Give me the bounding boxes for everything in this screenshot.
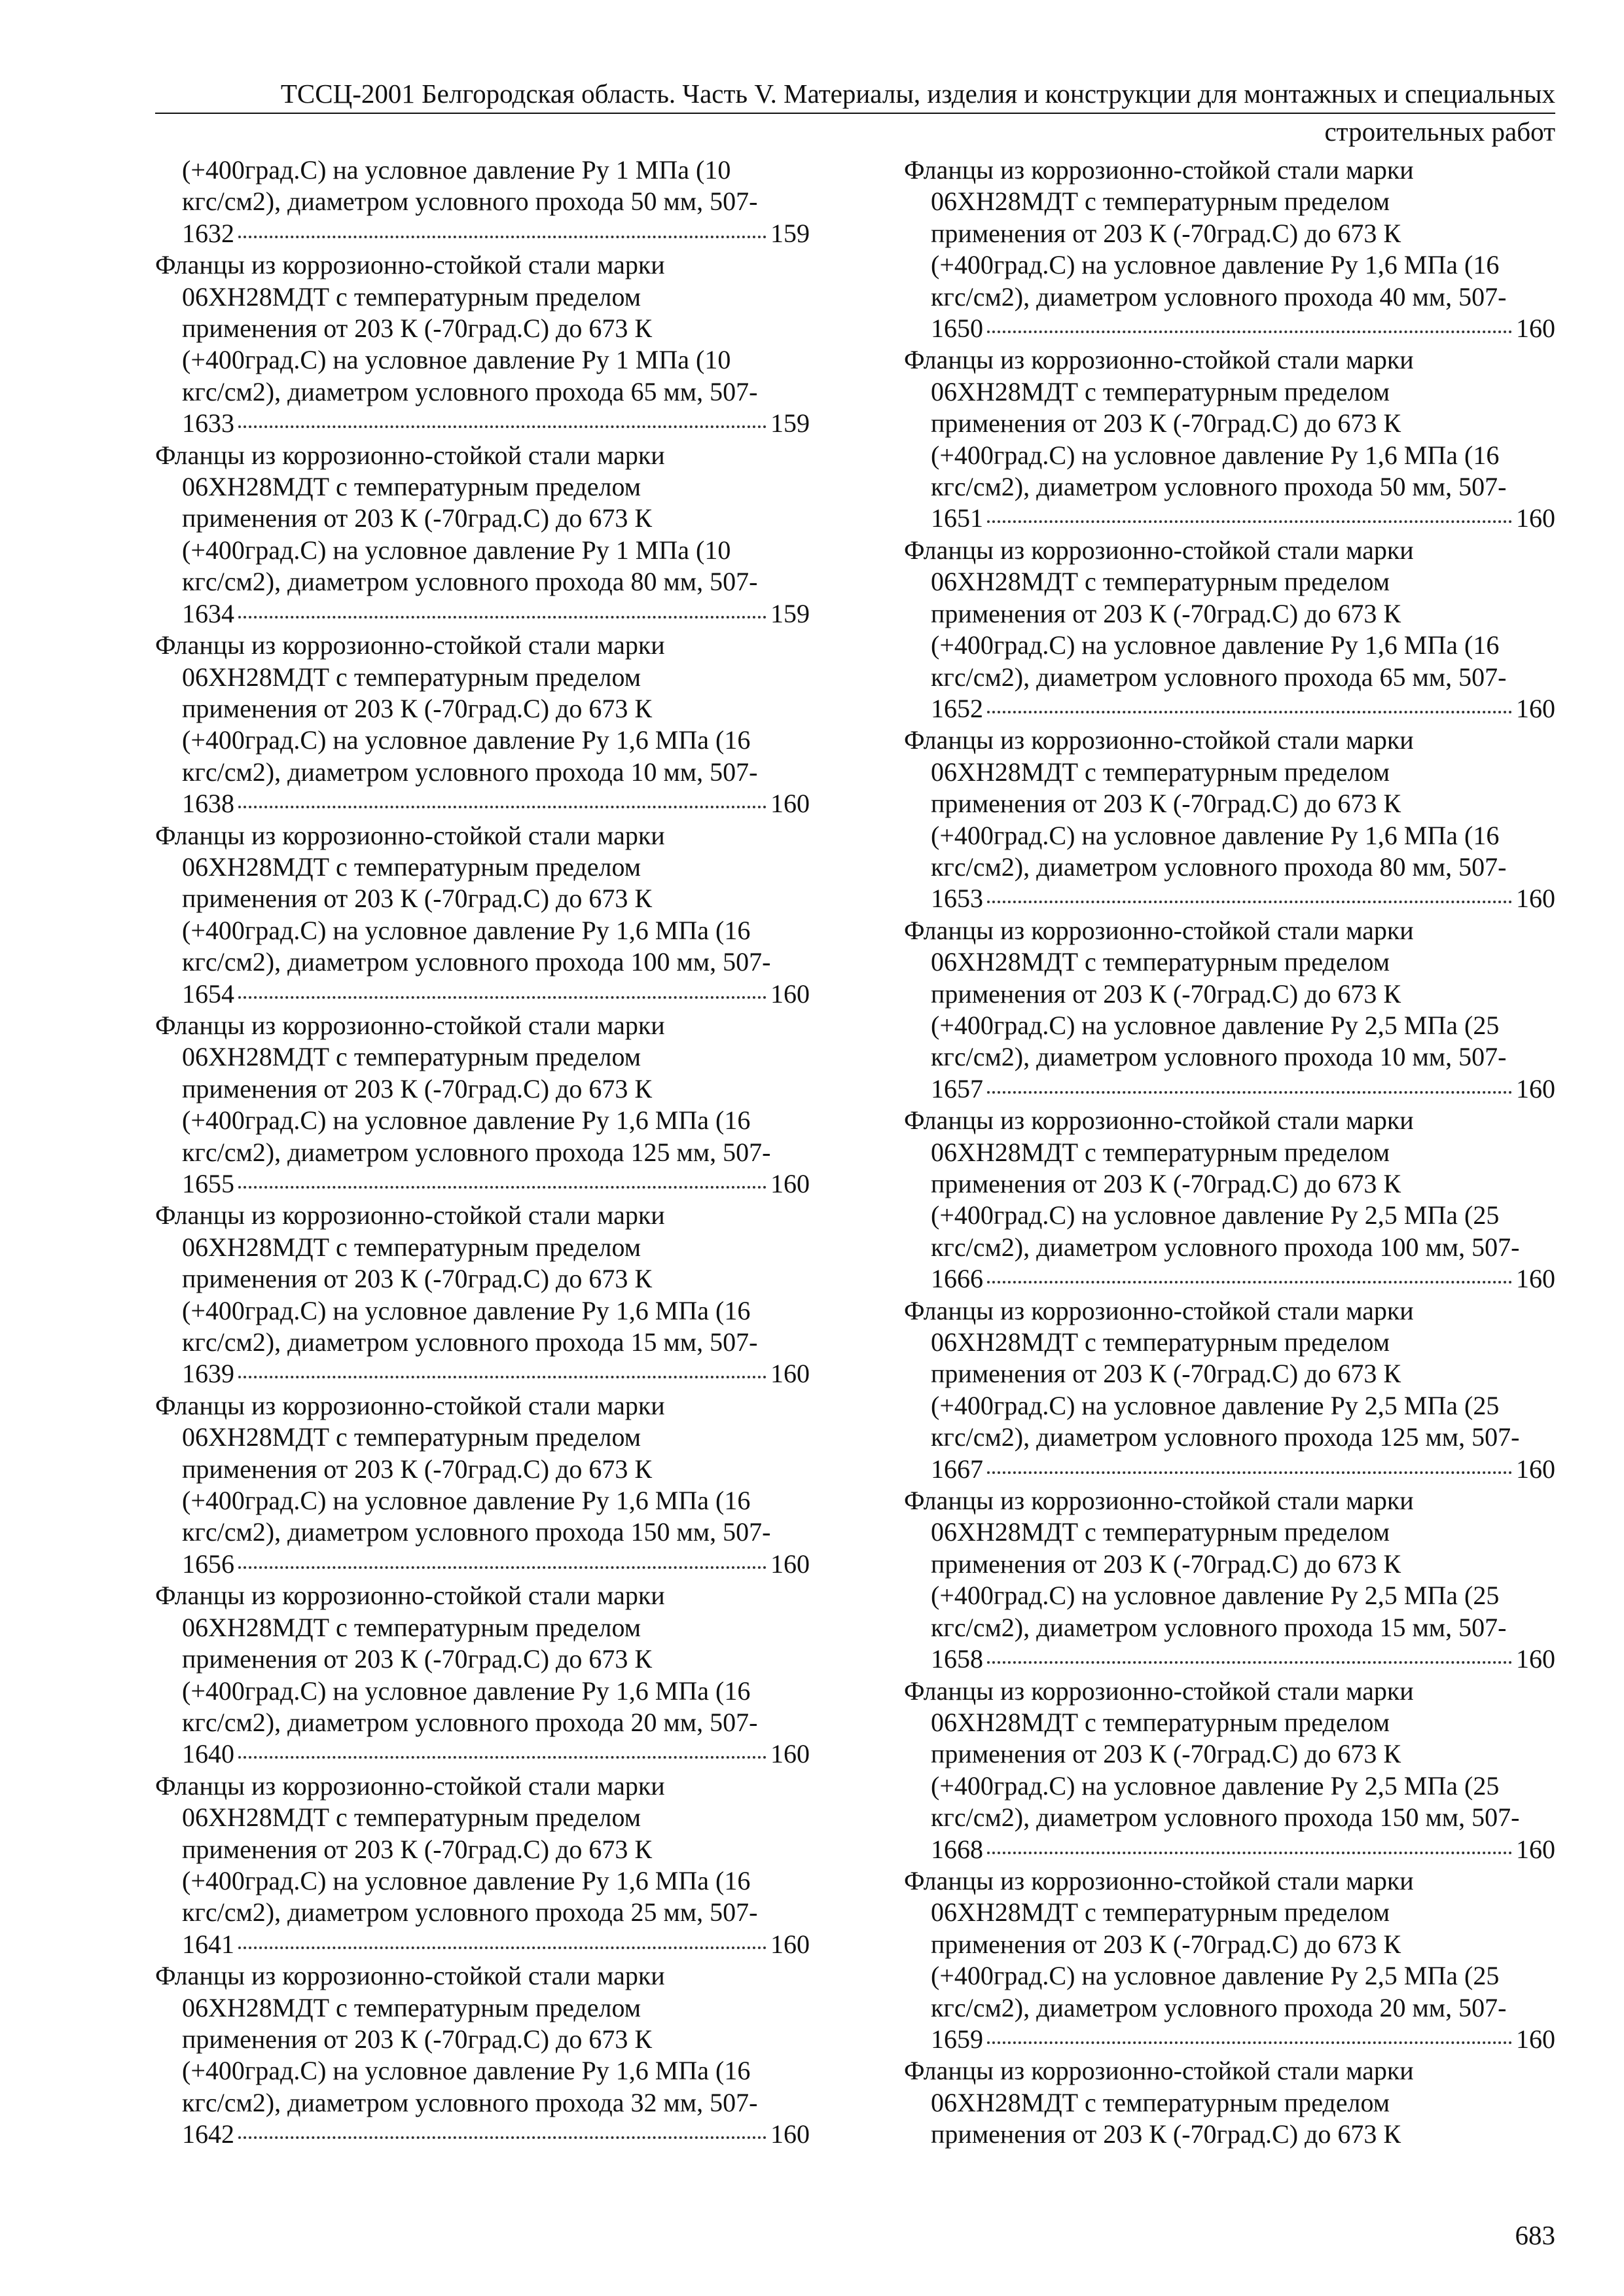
entry-line: применения от 203 К (-70град.С) до 673 К: [931, 1169, 1401, 1198]
entry-line: кгс/см2), диаметром условного прохода 100 мм, 507-: [931, 1232, 1520, 1262]
entry-line: (+400град.С) на условное давление Ру 1,6 МПа (16: [182, 725, 751, 755]
entry-line: 06ХН28МДТ с температурным пределом: [931, 567, 1390, 597]
entry-line: (+400град.С) на условное давление Ру 2,5 МПа (25: [931, 1390, 1500, 1420]
entry-code: 1651: [931, 503, 983, 533]
header-title-continuation: строительных работ: [1324, 117, 1555, 147]
toc-entry: [904, 915, 1555, 1105]
entry-reference-line: [155, 788, 810, 819]
entry-line: 06ХН28МДТ с температурным пределом: [931, 187, 1390, 217]
entry-line: кгс/см2), диаметром условного прохода 15 мм, 507-: [182, 1327, 758, 1357]
toc-entry: [904, 344, 1555, 534]
entry-line: (+400град.С) на условное давление Ру 1,6 МПа (16: [931, 250, 1500, 280]
dot-leader: [238, 616, 767, 619]
entry-reference-line: [904, 883, 1555, 914]
entry-line: (+400град.С) на условное давление Ру 1,6 МПа (16: [182, 2056, 751, 2086]
entry-line: 06ХН28МДТ с температурным пределом: [931, 1707, 1390, 1737]
page-ref: 160: [1516, 693, 1555, 723]
dot-leader: [238, 1946, 767, 1949]
entry-code: 1658: [931, 1644, 983, 1674]
dot-leader: [987, 1471, 1512, 1474]
entry-line: (+400град.С) на условное давление Ру 1,6 МПа (16: [182, 1486, 751, 1516]
dot-leader: [987, 1091, 1512, 1094]
entry-reference-line: [904, 1073, 1555, 1105]
page-ref: 160: [770, 1929, 810, 1959]
dot-leader: [987, 901, 1512, 903]
dot-leader: [987, 1281, 1512, 1283]
entry-line: кгс/см2), диаметром условного прохода 125 мм, 507-: [931, 1422, 1520, 1452]
entry-line: кгс/см2), диаметром условного прохода 20 мм, 507-: [182, 1707, 758, 1737]
entry-line: кгс/см2), диаметром условного прохода 65 мм, 507-: [931, 662, 1507, 692]
entry-reference-line: [904, 313, 1555, 344]
toc-entry: [155, 440, 810, 630]
entry-code: 1659: [931, 2024, 983, 2054]
entry-code: 1634: [182, 598, 234, 628]
entry-line: кгс/см2), диаметром условного прохода 50 мм, 507-: [931, 472, 1507, 502]
entry-line: 06ХН28МДТ с температурным пределом: [931, 2087, 1390, 2117]
page-ref: 160: [1516, 1454, 1555, 1484]
entry-line: 06ХН28МДТ с температурным пределом: [182, 662, 641, 692]
entry-line: (+400град.С) на условное давление Ру 1 МПа (10: [182, 535, 731, 565]
toc-entry: [155, 630, 810, 819]
entry-title: Фланцы из коррозионно-стойкой стали марки: [904, 915, 1414, 945]
entry-line: применения от 203 К (-70град.С) до 673 К: [182, 1073, 653, 1103]
entry-title: Фланцы из коррозионно-стойкой стали марки: [904, 1865, 1414, 1895]
entry-reference-line: [155, 1738, 810, 1770]
entry-title: Фланцы из коррозионно-стойкой стали марки: [904, 1676, 1414, 1706]
entry-line: кгс/см2), диаметром условного прохода 32 мм, 507-: [182, 2087, 758, 2117]
index-column-left: [155, 154, 810, 2151]
entry-line: 06ХН28МДТ с температурным пределом: [931, 1137, 1390, 1167]
toc-entry: [904, 1105, 1555, 1295]
entry-reference-line: [155, 978, 810, 1010]
entry-line: 06ХН28МДТ с температурным пределом: [931, 1517, 1390, 1547]
entry-line: применения от 203 К (-70град.С) до 673 К: [931, 789, 1401, 819]
page-ref: 160: [770, 1549, 810, 1579]
toc-entry: [904, 725, 1555, 914]
entry-line: кгс/см2), диаметром условного прохода 65 мм, 507-: [182, 376, 758, 406]
entry-line: кгс/см2), диаметром условного прохода 15 мм, 507-: [931, 1612, 1507, 1642]
entry-line: (+400град.С) на условное давление Ру 1,6 МПа (16: [182, 1105, 751, 1136]
entry-reference-line: [155, 598, 810, 630]
entry-line: (+400град.С) на условное давление Ру 2,5 МПа (25: [931, 1581, 1500, 1611]
dot-leader: [238, 2136, 767, 2139]
entry-line: 06ХН28МДТ с температурным пределом: [182, 1042, 641, 1072]
dot-leader: [987, 2041, 1512, 2044]
entry-line: 06ХН28МДТ с температурным пределом: [182, 852, 641, 882]
entry-code: 1639: [182, 1359, 234, 1389]
toc-entry: [904, 154, 1555, 344]
entry-code: 1657: [931, 1073, 983, 1103]
page-ref: 160: [1516, 314, 1555, 344]
entry-line: применения от 203 К (-70град.С) до 673 К: [182, 884, 653, 914]
page-ref: 160: [1516, 1264, 1555, 1294]
entry-line: 06ХН28МДТ с температурным пределом: [931, 376, 1390, 406]
page-ref: 160: [770, 978, 810, 1009]
entry-line: кгс/см2), диаметром условного прохода 20 мм, 507-: [931, 1992, 1507, 2022]
entry-line: применения от 203 К (-70град.С) до 673 К: [182, 503, 653, 533]
page-ref: 159: [770, 408, 810, 439]
entry-line: 06ХН28МДТ с температурным пределом: [931, 1897, 1390, 1928]
entry-line: 06ХН28МДТ с температурным пределом: [931, 757, 1390, 787]
entry-code: 1642: [182, 2119, 234, 2149]
entry-line: (+400град.С) на условное давление Ру 1,6 МПа (16: [182, 1676, 751, 1706]
entry-line: кгс/см2), диаметром условного прохода 100 мм, 507-: [182, 947, 771, 977]
dot-leader: [987, 331, 1512, 333]
entry-line: 06ХН28МДТ с температурным пределом: [182, 1803, 641, 1833]
entry-line: применения от 203 К (-70град.С) до 673 К: [182, 1644, 653, 1674]
entry-code: 1641: [182, 1929, 234, 1959]
entry-line: применения от 203 К (-70град.С) до 673 К: [931, 2119, 1401, 2149]
dot-leader: [987, 711, 1512, 713]
toc-entry: [155, 249, 810, 439]
entry-reference-line: [155, 2119, 810, 2150]
dot-leader: [238, 1186, 767, 1189]
entry-line: 06ХН28МДТ с температурным пределом: [182, 1612, 641, 1642]
entry-title: Фланцы из коррозионно-стойкой стали марки: [904, 2056, 1414, 2086]
toc-entry: [155, 1770, 810, 1960]
entry-reference-line: [155, 408, 810, 439]
entry-reference-line: [904, 1263, 1555, 1295]
entry-line: применения от 203 К (-70град.С) до 673 К: [931, 1929, 1401, 1959]
dot-leader: [987, 1852, 1512, 1854]
entry-line: применения от 203 К (-70град.С) до 673 К: [182, 1834, 653, 1864]
entry-line: применения от 203 К (-70град.С) до 673 К: [931, 978, 1401, 1009]
entry-line: применения от 203 К (-70град.С) до 673 К: [931, 1549, 1401, 1579]
entry-line: (+400град.С) на условное давление Ру 1,6 МПа (16: [182, 1295, 751, 1325]
entry-reference-line: [904, 2024, 1555, 2055]
entry-reference-line: [155, 1168, 810, 1200]
page-ref: 160: [770, 1169, 810, 1198]
entry-code: 1655: [182, 1169, 234, 1198]
dot-leader: [238, 236, 767, 238]
dot-leader: [238, 425, 767, 428]
entry-line: кгс/см2), диаметром условного прохода 125 мм, 507-: [182, 1137, 771, 1167]
page-ref: 160: [1516, 1073, 1555, 1103]
page-ref: 160: [1516, 503, 1555, 533]
page-ref: 160: [770, 1359, 810, 1389]
page-ref: 160: [1516, 1644, 1555, 1674]
entry-title: Фланцы из коррозионно-стойкой стали марки: [904, 725, 1414, 755]
entry-line: применения от 203 К (-70град.С) до 673 К: [931, 598, 1401, 628]
entry-line: 06ХН28МДТ с температурным пределом: [182, 1422, 641, 1452]
entry-line: применения от 203 К (-70град.С) до 673 К: [182, 1454, 653, 1484]
entry-reference-line: [904, 503, 1555, 534]
entry-title: Фланцы из коррозионно-стойкой стали марки: [904, 1105, 1414, 1136]
page-ref: 160: [1516, 884, 1555, 914]
entry-reference-line: [904, 1643, 1555, 1675]
toc-entry: [904, 535, 1555, 725]
entry-title: Фланцы из коррозионно-стойкой стали марки: [155, 1961, 665, 1991]
entry-code: 1638: [182, 789, 234, 819]
toc-entry: [904, 1676, 1555, 1865]
entry-title: Фланцы из коррозионно-стойкой стали марки: [904, 345, 1414, 375]
entry-code: 1652: [931, 693, 983, 723]
entry-title: Фланцы из коррозионно-стойкой стали марки: [155, 1200, 665, 1230]
entry-line: кгс/см2), диаметром условного прохода 10 мм, 507-: [182, 757, 758, 787]
entry-code: 1656: [182, 1549, 234, 1579]
entry-line: применения от 203 К (-70град.С) до 673 К: [931, 1359, 1401, 1389]
entry-line: (+400град.С) на условное давление Ру 1 МПа (10: [182, 345, 731, 375]
entry-line: применения от 203 К (-70град.С) до 673 К: [182, 1264, 653, 1294]
entry-line: (+400град.С) на условное давление Ру 1,6 МПа (16: [931, 440, 1500, 470]
page-number: 683: [1515, 2220, 1555, 2250]
entry-line: применения от 203 К (-70град.С) до 673 К: [182, 2024, 653, 2054]
toc-entry: [904, 2055, 1555, 2150]
entry-code: 1633: [182, 408, 234, 439]
entry-title: Фланцы из коррозионно-стойкой стали марки: [155, 1390, 665, 1420]
entry-title: Фланцы из коррозионно-стойкой стали марки: [155, 630, 665, 660]
entry-line: применения от 203 К (-70град.С) до 673 К: [931, 1739, 1401, 1769]
toc-entry: [155, 1200, 810, 1390]
entry-title: Фланцы из коррозионно-стойкой стали марки: [155, 1581, 665, 1611]
header-rule: [155, 113, 1555, 114]
entry-title: Фланцы из коррозионно-стойкой стали марки: [904, 535, 1414, 565]
entry-title: Фланцы из коррозионно-стойкой стали марки: [155, 440, 665, 470]
toc-entry: [155, 1580, 810, 1770]
entry-line: кгс/см2), диаметром условного прохода 80 мм, 507-: [182, 567, 758, 597]
entry-line: кгс/см2), диаметром условного прохода 25 мм, 507-: [182, 1897, 758, 1928]
entry-reference-line: [904, 1454, 1555, 1485]
page-ref: 160: [770, 789, 810, 819]
entry-title: Фланцы из коррозионно-стойкой стали марки: [904, 1295, 1414, 1325]
entry-code: 1653: [931, 884, 983, 914]
entry-title: Фланцы из коррозионно-стойкой стали марки: [155, 1770, 665, 1801]
entry-line: 06ХН28МДТ с температурным пределом: [182, 1992, 641, 2022]
toc-entry: [155, 820, 810, 1010]
page-ref: 160: [770, 2119, 810, 2149]
toc-entry: [155, 1010, 810, 1200]
header-title: ТССЦ-2001 Белгородская область. Часть V. Материалы, изделия и конструкции для монтажных и специальных: [280, 79, 1555, 109]
entry-reference-line: [904, 693, 1555, 725]
dot-leader: [238, 806, 767, 808]
entry-line: кгс/см2), диаметром условного прохода 40 мм, 507-: [931, 281, 1507, 312]
page-ref: 159: [770, 598, 810, 628]
running-header: [155, 77, 1555, 148]
entry-code: 1632: [182, 218, 234, 248]
toc-entry: [155, 1960, 810, 2150]
entry-line: 06ХН28МДТ с температурным пределом: [182, 1232, 641, 1262]
entry-title: Фланцы из коррозионно-стойкой стали марки: [904, 1486, 1414, 1516]
entry-line: 06ХН28МДТ с температурным пределом: [931, 947, 1390, 977]
entry-line: 06ХН28МДТ с температурным пределом: [182, 281, 641, 312]
entry-reference-line: [155, 218, 810, 249]
index-column-right: [904, 154, 1555, 2151]
dot-leader: [987, 1661, 1512, 1664]
entry-line: (+400град.С) на условное давление Ру 2,5 МПа (25: [931, 1770, 1500, 1801]
entry-code: 1650: [931, 314, 983, 344]
toc-entry: [904, 1485, 1555, 1675]
entry-line: применения от 203 К (-70град.С) до 673 К: [182, 314, 653, 344]
toc-entry: [155, 1390, 810, 1580]
entry-line: кгс/см2), диаметром условного прохода 10 мм, 507-: [931, 1042, 1507, 1072]
entry-reference-line: [155, 1358, 810, 1390]
entry-line: кгс/см2), диаметром условного прохода 80 мм, 507-: [931, 852, 1507, 882]
entry-reference-line: [155, 1549, 810, 1580]
entry-code: 1667: [931, 1454, 983, 1484]
entry-title: Фланцы из коррозионно-стойкой стали марки: [155, 820, 665, 850]
entry-line: кгс/см2), диаметром условного прохода 150 мм, 507-: [182, 1517, 771, 1547]
dot-leader: [987, 520, 1512, 523]
dot-leader: [238, 1376, 767, 1378]
page-ref: 159: [770, 218, 810, 248]
entry-code: 1666: [931, 1264, 983, 1294]
entry-title: Фланцы из коррозионно-стойкой стали марки: [904, 155, 1414, 185]
entry-line: применения от 203 К (-70град.С) до 673 К: [182, 693, 653, 723]
toc-entry: [155, 154, 810, 249]
toc-entry: [904, 1295, 1555, 1485]
entry-title: Фланцы из коррозионно-стойкой стали марки: [155, 1010, 665, 1040]
entry-line: (+400град.С) на условное давление Ру 1,6 МПа (16: [182, 1865, 751, 1895]
entry-line: кгс/см2), диаметром условного прохода 50 мм, 507-: [182, 187, 758, 217]
entry-line: (+400град.С) на условное давление Ру 2,5 МПа (25: [931, 1961, 1500, 1991]
entry-line: применения от 203 К (-70град.С) до 673 К: [931, 408, 1401, 439]
entry-line: 06ХН28МДТ с температурным пределом: [182, 472, 641, 502]
entry-reference-line: [904, 1834, 1555, 1865]
entry-reference-line: [155, 1929, 810, 1960]
entry-code: 1640: [182, 1739, 234, 1769]
dot-leader: [238, 996, 767, 999]
page-ref: 160: [1516, 1834, 1555, 1864]
entry-code: 1654: [182, 978, 234, 1009]
dot-leader: [238, 1566, 767, 1569]
page-ref: 160: [1516, 2024, 1555, 2054]
entry-line: (+400град.С) на условное давление Ру 1,6 МПа (16: [931, 630, 1500, 660]
entry-line: (+400град.С) на условное давление Ру 2,5 МПа (25: [931, 1010, 1500, 1040]
page-ref: 160: [770, 1739, 810, 1769]
entry-line: кгс/см2), диаметром условного прохода 150 мм, 507-: [931, 1803, 1520, 1833]
entry-title: Фланцы из коррозионно-стойкой стали марки: [155, 250, 665, 280]
entry-line: (+400град.С) на условное давление Ру 1 МПа (10: [182, 155, 731, 185]
entry-line: (+400град.С) на условное давление Ру 1,6 МПа (16: [182, 915, 751, 945]
dot-leader: [238, 1756, 767, 1759]
entry-line: (+400град.С) на условное давление Ру 2,5 МПа (25: [931, 1200, 1500, 1230]
entry-code: 1668: [931, 1834, 983, 1864]
entry-line: (+400град.С) на условное давление Ру 1,6 МПа (16: [931, 820, 1500, 850]
toc-entry: [904, 1865, 1555, 2055]
entry-line: 06ХН28МДТ с температурным пределом: [931, 1327, 1390, 1357]
entry-line: применения от 203 К (-70град.С) до 673 К: [931, 218, 1401, 248]
